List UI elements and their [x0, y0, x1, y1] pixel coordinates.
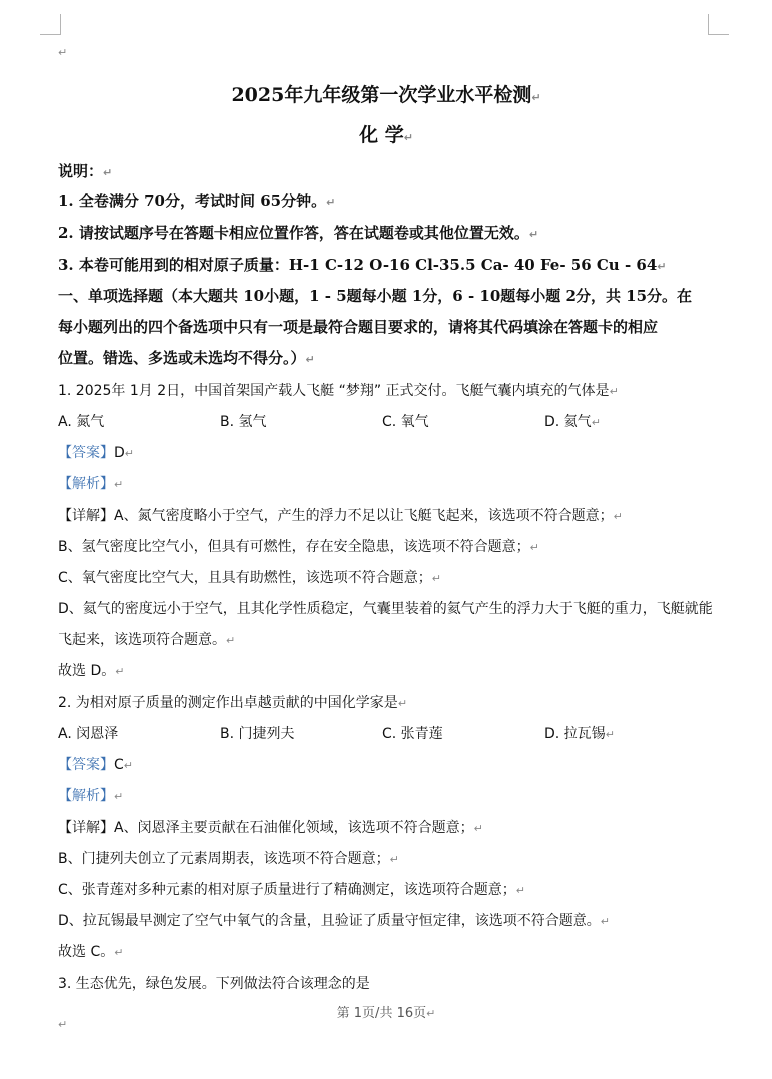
option-a: A. 闵恩泽 — [58, 726, 119, 742]
detail-tag: 【详解】 — [58, 508, 114, 524]
detail-line: 飞起来，该选项符合题意。↵ — [58, 632, 236, 648]
conclusion-line: 故选 C。↵ — [58, 944, 124, 960]
detail-line: B、氢气密度比空气小，但具有可燃性，存在安全隐患，该选项不符合题意；↵ — [58, 539, 539, 555]
instruction-line: 1. 全卷满分 70分，考试时间 65分钟。↵ — [58, 192, 336, 210]
section-heading-line: 每小题列出的四个备选项中只有一项是最符合题目要求的，请将其代码填涂在答题卡的相应 — [58, 318, 659, 336]
answer-value: D — [114, 445, 125, 461]
analysis-line: 【解析】↵ — [58, 476, 124, 492]
question-stem: 2. 为相对原子质量的测定作出卓越贡献的中国化学家是↵ — [58, 695, 408, 711]
question-stem: 1. 2025年 1月 2日，中国首架国产载人飞艇 “梦翔” 正式交付。飞艇气囊内填充的气体是↵ — [58, 383, 619, 399]
conclusion-line: 故选 D。↵ — [58, 663, 125, 679]
answer-line: 【答案】C↵ — [58, 757, 133, 773]
question-stem: 3. 生态优先，绿色发展。下列做法符合该理念的是 — [58, 976, 370, 992]
analysis-line: 【解析】↵ — [58, 788, 124, 804]
analysis-tag: 【解析】 — [58, 788, 114, 804]
crop-mark-top-left — [40, 14, 61, 35]
option-d: D. 拉瓦锡↵ — [544, 726, 615, 742]
detail-tag: 【详解】 — [58, 820, 114, 836]
instructions-heading: 说明：↵ — [58, 162, 113, 180]
document-title: 2025年九年级第一次学业水平检测↵ — [231, 84, 541, 106]
option-c: C. 张青莲 — [382, 726, 443, 742]
detail-line: C、张青莲对多种元素的相对原子质量进行了精确测定，该选项符合题意；↵ — [58, 882, 525, 898]
paragraph-mark: ↵ — [58, 46, 68, 59]
option-c: C. 氧气 — [382, 414, 429, 430]
answer-value: C — [114, 757, 124, 773]
detail-line: D、氦气的密度远小于空气，且其化学性质稳定，气囊里装着的氦气产生的浮力大于飞艇的重力，飞艇就能 — [58, 601, 713, 617]
section-heading-line: 位置。错选、多选或未选均不得分。）↵ — [58, 349, 315, 367]
answer-tag: 【答案】 — [58, 445, 114, 461]
detail-line: C、氧气密度比空气大，且具有助燃性，该选项不符合题意；↵ — [58, 570, 441, 586]
detail-line: B、门捷列夫创立了元素周期表，该选项不符合题意；↵ — [58, 851, 399, 867]
detail-line: D、拉瓦锡最早测定了空气中氧气的含量，且验证了质量守恒定律，该选项不符合题意。↵ — [58, 913, 610, 929]
answer-tag: 【答案】 — [58, 757, 114, 773]
option-d: D. 氦气↵ — [544, 414, 601, 430]
answer-line: 【答案】D↵ — [58, 445, 134, 461]
detail-line: 【详解】A、闵恩泽主要贡献在石油催化领域，该选项不符合题意；↵ — [58, 820, 483, 836]
subject-title: 化 学↵ — [359, 124, 413, 146]
paragraph-mark: ↵ — [58, 1018, 68, 1031]
detail-line: 【详解】A、氮气密度略小于空气，产生的浮力不足以让飞艇飞起来，该选项不符合题意；↵ — [58, 508, 623, 524]
section-heading-line: 一、单项选择题（本大题共 10小题，1 - 5题每小题 1分，6 - 10题每小题 2分，共 15分。在 — [58, 287, 693, 305]
option-b: B. 门捷列夫 — [220, 726, 295, 742]
crop-mark-top-right — [708, 14, 729, 35]
instruction-line: 2. 请按试题序号在答题卡相应位置作答，答在试题卷或其他位置无效。↵ — [58, 224, 539, 242]
instruction-line: 3. 本卷可能用到的相对原子质量：H-1 C-12 O-16 Cl-35.5 Ca- 40 Fe- 56 Cu - 64↵ — [58, 256, 667, 274]
page-footer: 第 1页/共 16页↵ — [336, 1006, 436, 1021]
analysis-tag: 【解析】 — [58, 476, 114, 492]
option-b: B. 氢气 — [220, 414, 267, 430]
option-a: A. 氮气 — [58, 414, 105, 430]
